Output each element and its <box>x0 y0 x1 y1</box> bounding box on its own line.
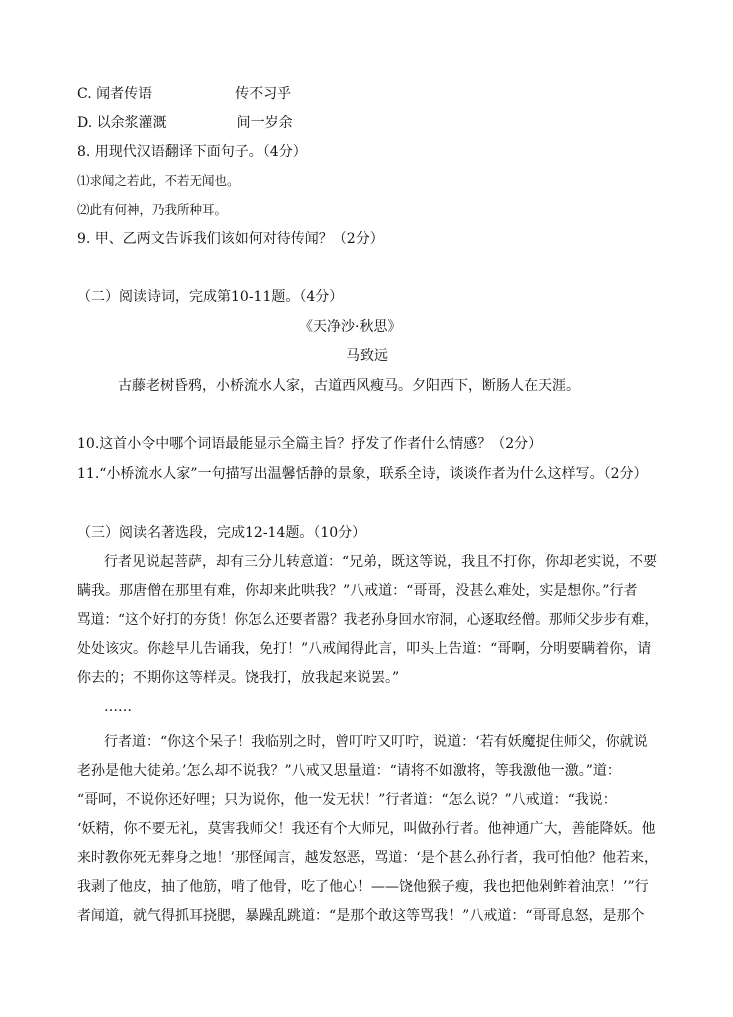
passage-line: 骂道：“这个好打的夯货！你怎么还要者嚣？我老孙身回水帘洞，心逐取经僧。那师父步步有难， <box>77 612 659 628</box>
option-d <box>77 113 293 133</box>
option-c-a: C. 闻者传语 <box>77 86 153 102</box>
option-c <box>77 84 291 104</box>
passage-line: 处处该灾。你趁早儿告诵我，免打！”八戒闻得此言，叩头上告道：“哥啊，分明要瞒着你，请 <box>77 641 652 657</box>
question-11: 11.“小桥流水人家”一句描写出温馨恬静的景象，联系全诗，谈谈作者为什么这样写。（2分） <box>77 466 648 482</box>
passage-line: 行者道：“你这个呆子！我临别之时，曾叮咛又叮咛，说道：‘若有妖魔捉住师父，你就说 <box>104 734 648 750</box>
passage-line: ‘妖精，你不要无礼，莫害我师父！我还有个大师兄，叫做孙行者。他神通广大，善能降妖。他 <box>77 821 656 837</box>
passage-line: 我剥了他皮，抽了他筋，啃了他骨，吃了他心！——饶他猴子瘦，我也把他剁鲊着油烹！’”行 <box>77 879 649 895</box>
question-8-item-2: ⑵此有何神，乃我所种耳。 <box>77 202 228 217</box>
passage-line: 行者见说起菩萨，却有三分儿转意道：“兄弟，既这等说，我且不打你，你却老实说，不要 <box>104 554 658 570</box>
section-3-heading: （三）阅读名著选段，完成12-14题。（10分） <box>77 525 367 541</box>
option-d-b: 间一岁余 <box>236 115 293 131</box>
passage-line: 者闻道，就气得抓耳挠腮，暴躁乱跳道：“是那个敢这等骂我！”八戒道：“哥哥息怒，是那个 <box>77 908 645 924</box>
question-10: 10.这首小令中哪个词语最能显示全篇主旨？抒发了作者什么情感？（2分） <box>77 436 543 452</box>
question-8-item-1: ⑴求闻之若此，不若无闻也。 <box>77 173 240 188</box>
passage-ellipsis: …… <box>104 699 132 715</box>
option-c-b: 传不习乎 <box>235 86 292 102</box>
section-2-heading: （二）阅读诗词，完成第10-11题。（4分） <box>77 289 344 305</box>
question-8: 8. 用现代汉语翻译下面句子。（4分） <box>77 144 307 160</box>
option-d-a: D. 以余浆灌溉 <box>77 115 167 131</box>
poem-title: 《天净沙·秋思》 <box>299 319 402 335</box>
question-9: 9. 甲、乙两文告诉我们该如何对待传闻？（2分） <box>77 231 384 247</box>
passage-line: 你去的；不期你这等样灵。饶我打，放我起来说罢。” <box>77 670 400 686</box>
passage-line: 瞒我。那唐僧在那里有难，你却来此哄我？”八戒道：“哥哥，没甚么难处，实是想你。”行者 <box>77 583 638 599</box>
passage-line: “哥呵，不说你还好哩；只为说你，他一发无状！”行者道：“怎么说？”八戒道：“我说： <box>77 792 617 808</box>
passage-line: 来时教你死无葬身之地！’那怪闻言，越发怒恶，骂道：‘是个甚么孙行者，我可怕他？他若来， <box>77 850 658 866</box>
poem-text: 古藤老树昏鸦，小桥流水人家，古道西风瘦马。夕阳西下，断肠人在天涯。 <box>118 378 580 394</box>
passage-line: 老孙是他大徒弟。’怎么却不说我？”八戒又思量道：“请将不如激将，等我激他一激。”道： <box>77 763 621 779</box>
poem-author: 马致远 <box>346 348 388 364</box>
